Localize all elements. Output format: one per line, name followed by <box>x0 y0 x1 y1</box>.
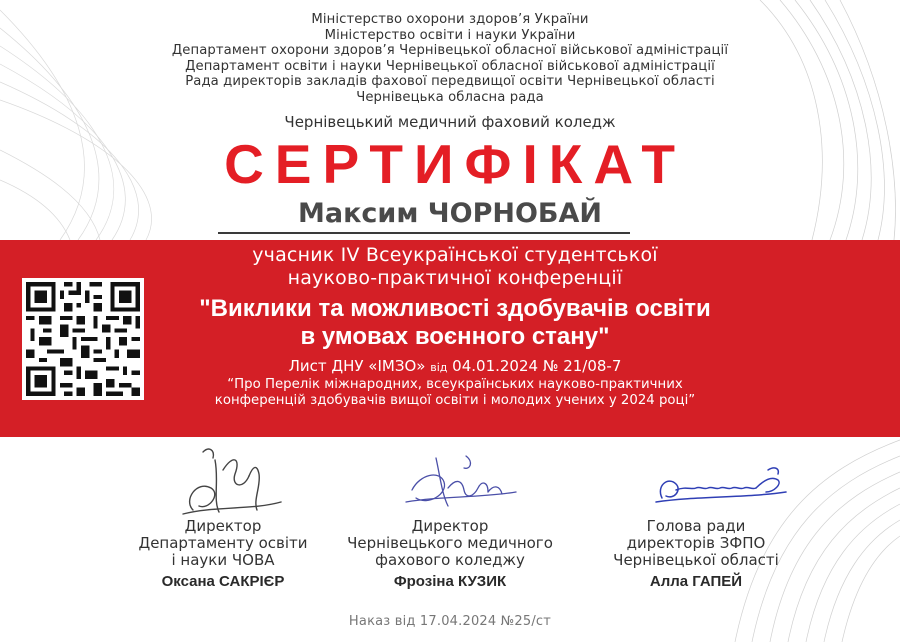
signer-role: Директор <box>184 517 262 535</box>
order-reference: Наказ від 17.04.2024 №25/ст <box>348 614 552 629</box>
signer-role: і науки ЧОВА <box>171 551 275 569</box>
signer-name: Фрозіна КУЗИК <box>393 573 507 590</box>
signatures-section <box>0 440 900 600</box>
signer-college-director <box>320 440 580 590</box>
list-title: конференцій здобувачів вищої освіти і молодих учених у 2024 році” <box>214 393 696 408</box>
letter-from: від <box>430 361 448 374</box>
participant-line: учасник ІV Всеукраїнської студентської <box>252 244 658 266</box>
conference-details <box>160 244 750 409</box>
signer-role: Чернівецького медичного <box>347 534 553 552</box>
recipient-underline <box>218 232 630 234</box>
letter-date-number: 04.01.2024 № 21/08-7 <box>452 357 622 375</box>
issuer-line: Чернівецька обласна рада <box>356 89 544 105</box>
handwritten-signature-icon <box>153 440 293 518</box>
signer-education-department <box>93 440 353 590</box>
signer-name: Оксана САКРІЄР <box>161 573 285 590</box>
signer-role: Департаменту освіти <box>138 534 308 552</box>
signer-role: Директор <box>411 517 489 535</box>
conference-title: в умовах воєнного стану" <box>300 323 610 350</box>
issuing-organizations <box>0 12 900 106</box>
signer-role: Голова ради <box>646 517 746 535</box>
reference-letter <box>160 357 750 377</box>
issuer-line: Міністерство охорони здоров’я України <box>311 12 589 27</box>
issuer-line: Департамент охорони здоров’я Чернівецької обласної військової адміністрації <box>171 43 729 59</box>
handwritten-signature-icon <box>370 440 530 518</box>
signer-council-head <box>566 440 826 590</box>
participant-line: науково-практичної конференції <box>287 267 623 289</box>
signer-role: директорів ЗФПО <box>626 534 766 552</box>
issuer-line: Департамент освіти і науки Чернівецької обласної військової адміністрації <box>185 58 715 74</box>
issuer-line: Рада директорів закладів фахової передвищої освіти Чернівецької області <box>185 74 715 90</box>
signer-role: фахового коледжу <box>375 551 525 569</box>
qr-code-icon <box>22 278 144 400</box>
signer-role: Чернівецької області <box>613 551 779 569</box>
handwritten-signature-icon <box>596 440 796 518</box>
letter-prefix: Лист ДНУ «ІМЗО» <box>288 357 426 375</box>
conference-title: "Виклики та можливості здобувачів освіти <box>199 295 711 322</box>
certificate-title: СЕРТИФІКАТ <box>224 133 686 195</box>
list-title: “Про Перелік міжнародних, всеукраїнських науково-практичних <box>227 377 683 392</box>
signer-name: Алла ГАПЕЙ <box>649 573 743 590</box>
recipient-name: Максим ЧОРНОБАЙ <box>298 198 602 229</box>
issuer-line: Міністерство освіти і науки України <box>324 27 576 43</box>
college-name: Чернівецький медичний фаховий коледж <box>284 113 616 131</box>
